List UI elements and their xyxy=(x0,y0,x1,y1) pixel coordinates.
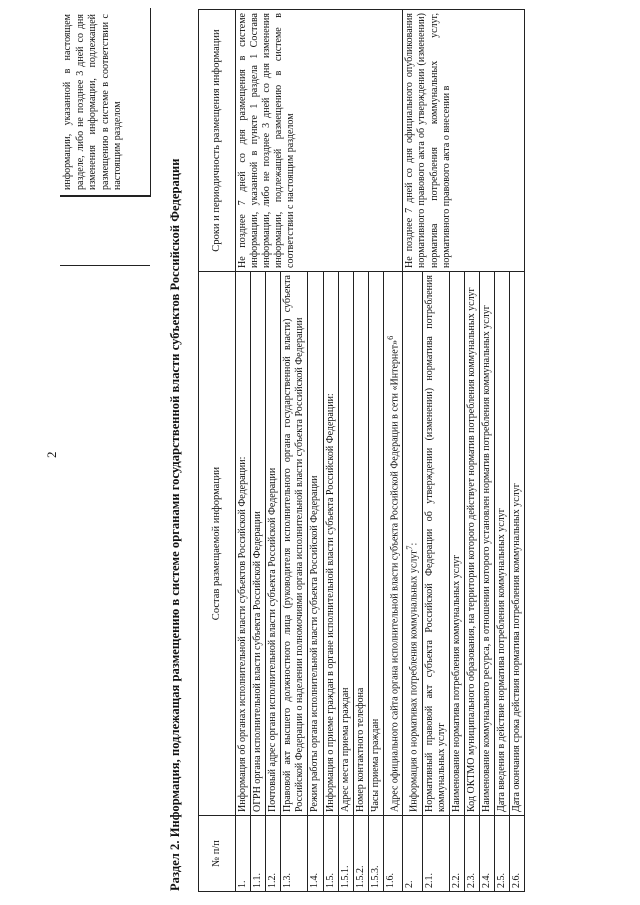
page-number: 2 xyxy=(44,451,59,458)
row-number: 2.3. xyxy=(465,816,480,892)
row-content-text: Информация о нормативах потребления коммунальных услуг xyxy=(408,549,420,812)
row-number: 2.6. xyxy=(510,816,525,892)
row-content: Информация о приеме граждан в органе исполнительной власти субъекта Российской Федерации: xyxy=(323,272,338,816)
row-content: Дата введения в действие норматива потребления коммунальных услуг xyxy=(495,272,510,816)
row-number: 2. xyxy=(403,816,422,892)
footnote-mark: 7 xyxy=(405,545,415,550)
row-content-tail: : xyxy=(408,542,420,546)
row-content: Нормативный правовой акт субъекта Российской Федерации об утверждении (изменении) норматива потребления коммунальных услуг xyxy=(422,272,449,816)
continuation-text: информации, указанной в настоящем разделе, либо не позднее 3 дней со дня изменения информации, подлежащей размещению в системе в соответствии с настоящим разделом xyxy=(62,14,124,190)
row-content: Наименование коммунального ресурса, в отношении которого установлен норматив потребления коммунальных услуг xyxy=(480,272,495,816)
row-content: Код ОКТМО муниципального образования, на территории которого действует норматив потребления коммунальных услуг xyxy=(465,272,480,816)
row-number: 1.5.3. xyxy=(368,816,383,892)
row-number: 1.6. xyxy=(383,816,402,892)
row-content: ОГРН органа исполнительной власти субъекта Российской Федерации xyxy=(251,272,266,816)
table-row xyxy=(236,10,251,892)
row-number: 1.1. xyxy=(251,816,266,892)
header-number: № п/п xyxy=(199,816,236,892)
row-content: Номер контактного телефона xyxy=(353,272,368,816)
row-content: Часы приема граждан xyxy=(368,272,383,816)
row-number: 1.2. xyxy=(266,816,281,892)
table-rule xyxy=(60,195,150,196)
row-number: 1.5. xyxy=(323,816,338,892)
row-number: 2.4. xyxy=(480,816,495,892)
row-content: Правовой акт высшего должностного лица (руководителя исполнительного органа государственной власти) субъекта Российской Федерации о наделении полномочиями органа исполнительной власти субъекта Российской Федерации xyxy=(281,272,308,816)
row-number: 1. xyxy=(236,816,251,892)
footnote-mark: 6 xyxy=(385,335,395,340)
row-content: Дата окончания срока действия норматива потребления коммунальных услуг xyxy=(510,272,525,816)
row-content-text: Адрес официального сайта органа исполнительной власти субъекта Российской Федерации в сети «Интернет» xyxy=(389,339,401,812)
row-number: 1.5.2. xyxy=(353,816,368,892)
row-number: 1.5.1. xyxy=(338,816,353,892)
row-number: 1.4. xyxy=(308,816,323,892)
row-content: Адрес места приема граждан xyxy=(338,272,353,816)
row-term: Не позднее 7 дней со дня официального опубликования нормативного правового акта об утверждении (изменении) норматива потребления коммунальных услуг, нормативного правового акта о внесении в xyxy=(403,10,525,272)
table-header-row xyxy=(199,10,236,892)
row-content xyxy=(383,272,402,816)
row-number: 2.2. xyxy=(449,816,464,892)
table-row xyxy=(403,10,422,892)
table-rule xyxy=(60,265,150,266)
row-term: Не позднее 7 дней со дня размещения в системе информации, указанной в пункте 1 раздела 1 Состава информации, либо не позднее 3 дней со дня изменения информации, подлежащей размещению в системе в соответствии с настоящим разделом xyxy=(236,10,403,272)
row-content: Наименование норматива потребления коммунальных услуг xyxy=(449,272,464,816)
row-content: Почтовый адрес органа исполнительной власти субъекта Российской Федерации xyxy=(266,272,281,816)
row-number: 2.5. xyxy=(495,816,510,892)
row-content: Информация об органах исполнительной власти субъектов Российской Федерации: xyxy=(236,272,251,816)
continuation-table-fragment xyxy=(60,8,151,197)
header-terms: Сроки и периодичность размещения информации xyxy=(199,10,236,272)
row-content xyxy=(403,272,422,816)
row-number: 2.1. xyxy=(422,816,449,892)
row-content: Режим работы органа исполнительной власти субъекта Российской Федерации xyxy=(308,272,323,816)
section-title: Раздел 2. Информация, подлежащая размещению в системе органами государственной власти субъектов Российской Федерации xyxy=(168,158,182,891)
row-number: 1.3. xyxy=(281,816,308,892)
header-content: Состав размещаемой информации xyxy=(199,272,236,816)
information-table xyxy=(198,9,525,892)
